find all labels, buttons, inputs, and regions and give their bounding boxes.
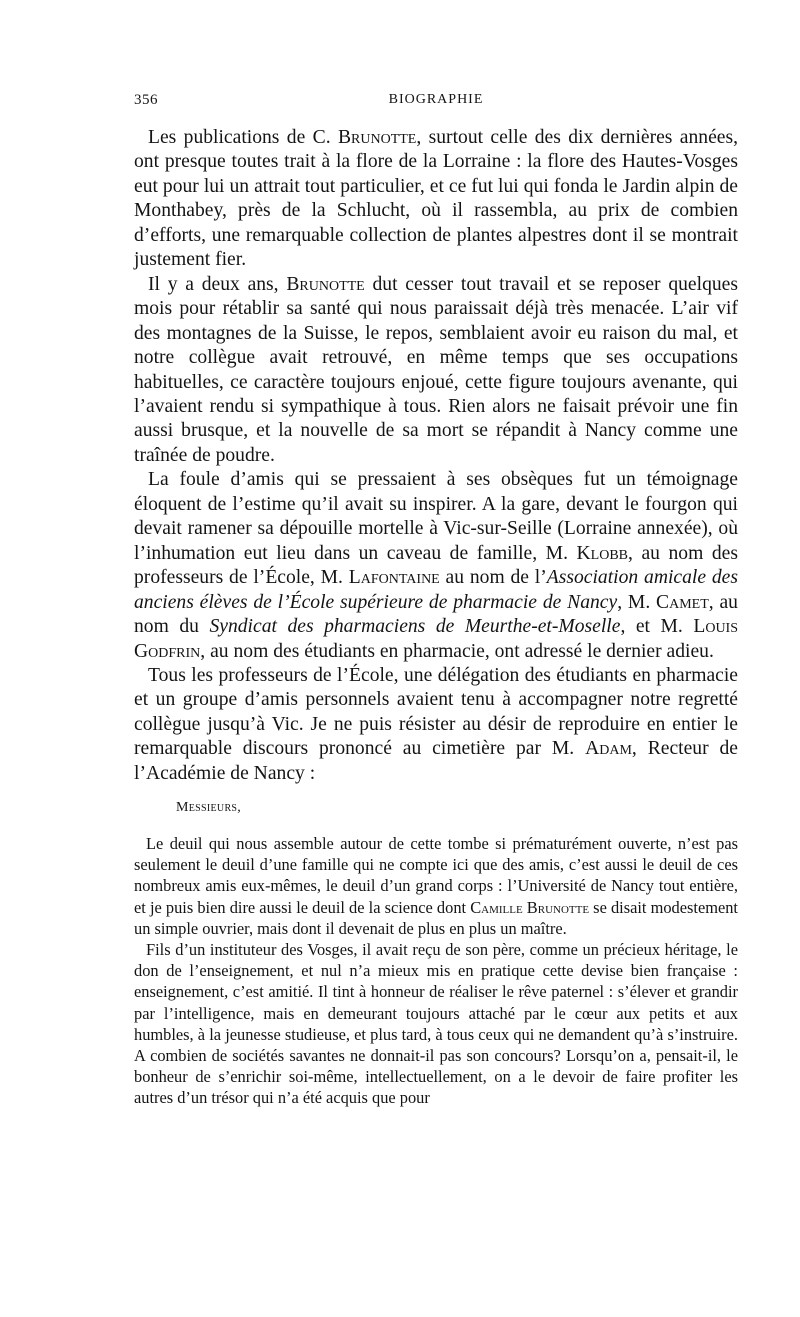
person-name: Brunotte: [337, 127, 417, 148]
text-run: La foule d’amis qui se pressaient à ses obsèques fut un témoignage éloquent de l’estime qu’il avait su inspirer. A la gare, devant le fourgon qui devait ramener sa dépouille mortelle à Vic-sur-Seille (Lorraine annexée), où l’inhumation eut lieu dans un caveau de famille, M.: [134, 469, 738, 564]
text-run: au nom de l’: [439, 567, 547, 589]
text-run: , Recteur de l’Académie de Nancy :: [134, 738, 739, 784]
text-run: Il y a deux ans,: [148, 273, 287, 295]
paragraph: [134, 273, 738, 469]
text-run: , au nom des professeurs de l’École, M.: [134, 542, 739, 589]
paragraph: [134, 664, 738, 786]
text-run: Tous les professeurs de l’École, une délégation des étudiants en pharmacie et un groupe d’amis personnels avaient tenu à accompagner notre regretté collègue jusqu’à Vic. Je ne puis résister au désir de reproduire en entier le remarquable discours prononcé au cimetière par M.: [134, 664, 738, 760]
text-run: , au nom des étudiants en pharmacie, ont adressé le dernier adieu.: [200, 640, 714, 662]
person-name: Brunotte: [286, 273, 365, 295]
text-run: , surtout celle des dix dernières années, ont presque toutes trait à la flore de la Lorraine : la flore des Hautes-Vosges eut pour lui un attrait tout particulier, et ce fut lui qui fonda le Jardin alpin de Monthabey, près de la Schlucht, où il rassembla, au prix de combien d’efforts, une remarquable collection de plantes alpestres dont il se montrait justement fier.: [134, 127, 738, 271]
paragraph: [134, 468, 738, 664]
person-name: Klobb: [576, 542, 629, 564]
speech-salutation: Messieurs,: [176, 800, 242, 815]
paragraph: [134, 126, 738, 273]
person-name: Louis Godfrin: [134, 616, 738, 662]
text-run: se disait modestement un simple ouvrier, mais dont il devenait de plus en plus un maître.: [134, 897, 738, 938]
main-text: [134, 126, 738, 786]
running-head: [134, 92, 738, 114]
person-name: Lafontaine: [348, 567, 440, 589]
text-run: Les publications de C.: [148, 127, 338, 148]
text-run: , et M.: [620, 616, 694, 638]
text-run: dut cesser tout travail et se reposer quelques mois pour rétablir sa santé qui nous paraissait déjà très menacée. L’air vif des montagnes de la Suisse, le repos, semblaient avoir eu raison du mal, et notre collègue avait retrouvé, en même temps que ses occupations habituelles, ce caractère toujours enjoué, cette figure toujours avenante, qui l’avaient rendu si sympathique à tous. Rien alors ne faisait prévoir une fin aussi brusque, et la nouvelle de sa mort se répandit à Nancy comme une traînée de poudre.: [134, 273, 738, 466]
text-run: , M.: [617, 591, 657, 613]
italic-title: Association amicale des anciens élèves de l’École supérieure de pharmacie de Nancy: [134, 567, 738, 613]
page-number: 356: [134, 92, 158, 108]
speech-paragraph: [134, 833, 738, 939]
italic-title: Syndicat des pharmaciens de Meurthe-et-Moselle: [209, 616, 621, 638]
text-run: Le deuil qui nous assemble autour de cette tombe si prématurément ouverte, n’est pas seulement le deuil d’une famille qui ne compte ici que des amis, c’est aussi le deuil de ces nombreux amis eux-mêmes, le deuil d’un grand corps : l’Université de Nancy tout entière, et je puis bien dire aussi le deuil de la science dont: [134, 834, 738, 917]
text-run: , au nom du: [134, 591, 738, 638]
person-name: Camet: [656, 591, 709, 613]
speech-paragraph: Fils d’un instituteur des Vosges, il avait reçu de son père, comme un précieux héritage, le don de l’enseignement, et nul n’a mieux mis en pratique cette devise bien française : enseignement, c’est amitié. Il tint à honneur de réaliser le rêve paternel : s’élever et grandir par l’intelligence, mais en demeurant toujours attaché par le cœur aux petits et aux humbles, à la jeunesse studieuse, et plus tard, à tous ceux qui ne demandent qu’à s’instruire. A combien de sociétés savantes ne donnait-il pas son concours? Lorsqu’on a, pensait-il, le bonheur de s’enrichir soi-même, intellectuellement, on a le devoir de faire profiter les autres d’un trésor qui n’a été acquis que pour: [134, 940, 738, 1108]
person-name: Adam: [585, 738, 632, 760]
speech-text: [134, 833, 738, 1109]
person-name: Camille Brunotte: [470, 897, 590, 917]
running-title: BIOGRAPHIE: [388, 92, 484, 107]
